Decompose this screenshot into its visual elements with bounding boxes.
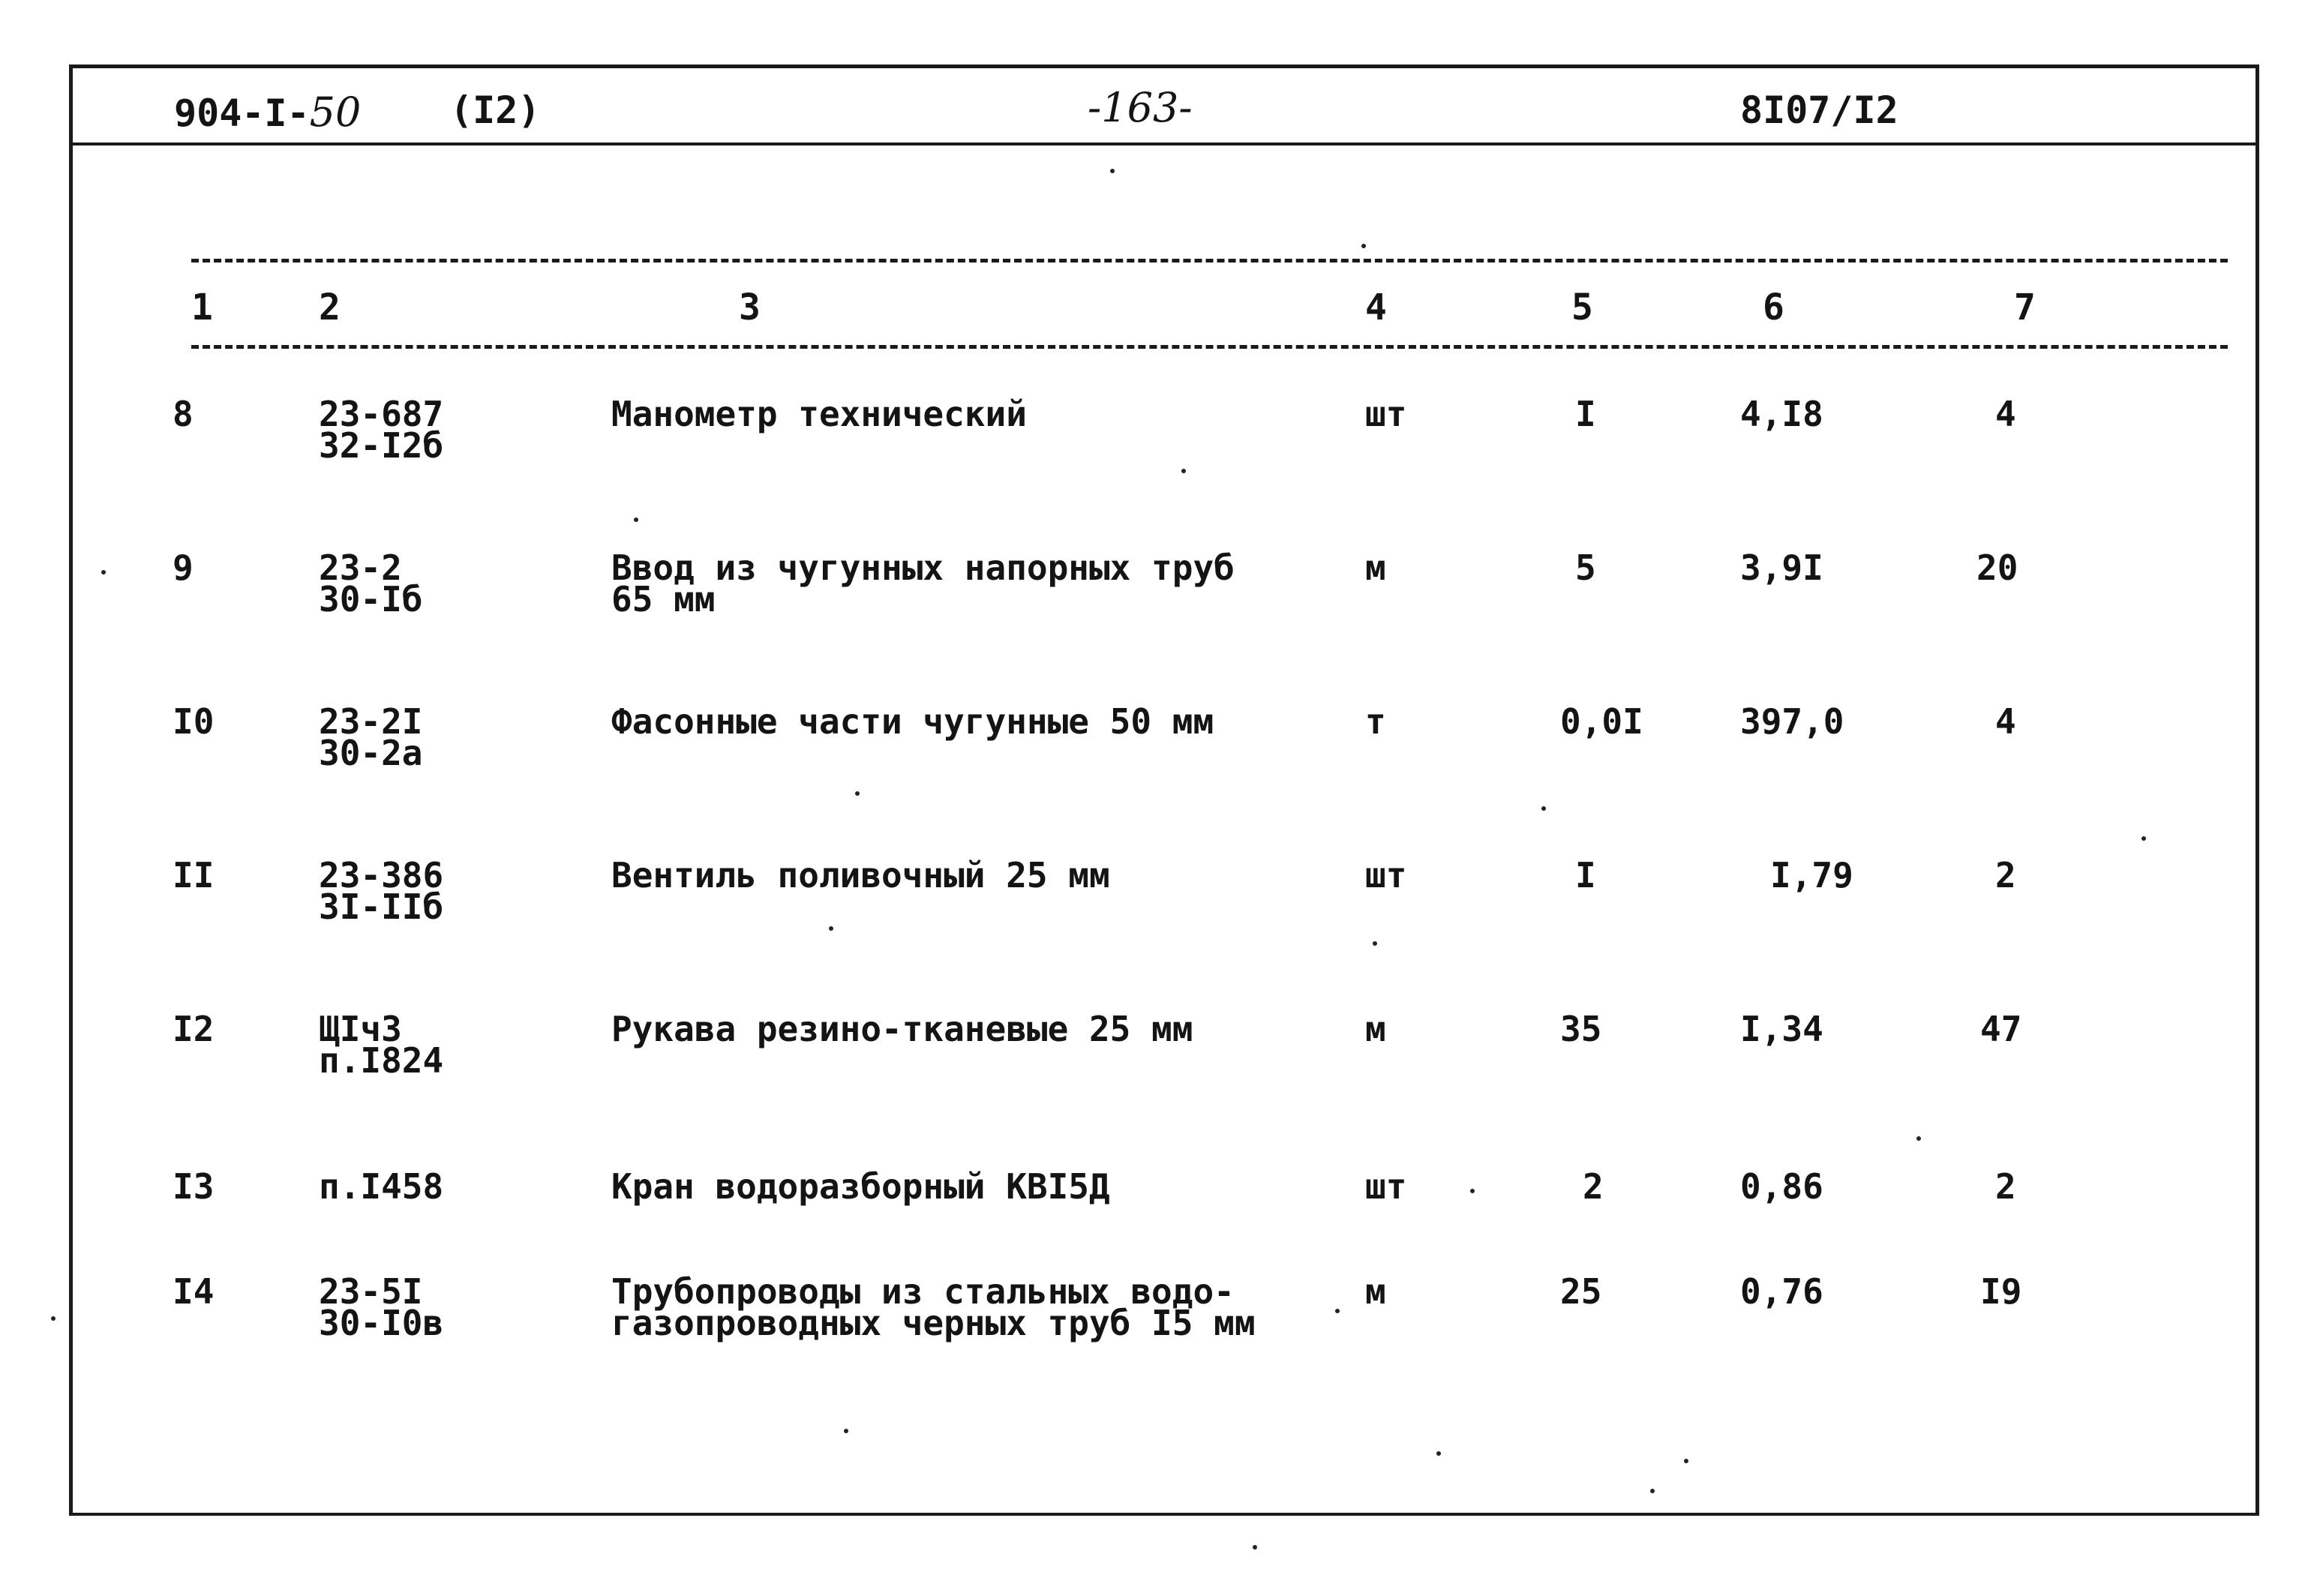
code-line-2: 30-I0в	[319, 1303, 444, 1343]
scan-speck	[1335, 1309, 1340, 1313]
column-header-1: 1	[191, 286, 213, 328]
scan-speck	[1373, 941, 1377, 946]
total: 4	[1995, 701, 2016, 742]
row-number: II	[173, 855, 215, 896]
code-line-2: 3I-IIб	[319, 886, 444, 927]
total: I9	[1980, 1271, 2022, 1312]
unit: шт	[1365, 394, 1407, 434]
total: 2	[1995, 855, 2016, 896]
item-name-line-1: Трубопроводы из стальных водо-	[611, 1271, 1235, 1312]
row-number: I0	[173, 701, 215, 742]
quantity: 5	[1575, 548, 1596, 588]
column-header-2: 2	[319, 286, 341, 328]
scan-speck	[1436, 1451, 1441, 1456]
unit-price: 0,86	[1740, 1166, 1823, 1207]
scan-speck	[2141, 836, 2146, 841]
total: 20	[1976, 548, 2018, 588]
column-header-4: 4	[1365, 286, 1387, 328]
document-handwritten-number: 50	[309, 88, 362, 136]
scan-speck	[634, 518, 638, 522]
quantity: 2	[1583, 1166, 1604, 1207]
quantity: 35	[1560, 1009, 1602, 1049]
scan-speck	[1684, 1459, 1688, 1463]
scan-speck	[1361, 244, 1366, 248]
quantity: 25	[1560, 1271, 1602, 1312]
unit: м	[1365, 1009, 1386, 1049]
quantity: I	[1575, 855, 1596, 896]
code-line-1: 23-2	[319, 548, 402, 588]
row-number: I4	[173, 1271, 215, 1312]
table-header-dashed-rule	[191, 345, 2228, 349]
scan-speck	[1470, 1189, 1475, 1193]
item-name-line-1: Манометр технический	[611, 394, 1027, 434]
code-line-1: 23-386	[319, 855, 444, 896]
unit: м	[1365, 548, 1386, 588]
total: 47	[1980, 1009, 2022, 1049]
total: 4	[1995, 394, 2016, 434]
item-name-line-1: Вентиль поливочный 25 мм	[611, 855, 1110, 896]
scan-speck	[1916, 1136, 1921, 1141]
scan-speck	[829, 926, 833, 931]
column-header-7: 7	[2014, 286, 2036, 328]
unit-price: 4,I8	[1740, 394, 1823, 434]
column-header-6: 6	[1763, 286, 1784, 328]
document-sheet: (I2)	[450, 88, 541, 132]
item-name-line-2: газопроводных черных труб I5 мм	[611, 1303, 1256, 1343]
scan-speck	[1541, 806, 1546, 811]
scan-speck	[1181, 469, 1186, 473]
code-line-1: 23-2I	[319, 701, 423, 742]
code-line-2: 30-Iб	[319, 579, 423, 620]
unit: м	[1365, 1271, 1386, 1312]
scan-speck	[51, 1316, 56, 1321]
unit: шт	[1365, 855, 1407, 896]
unit-price: 0,76	[1740, 1271, 1823, 1312]
table-top-dashed-rule	[191, 259, 2228, 262]
row-number: 9	[173, 548, 194, 588]
code-line-1: ЩIч3	[319, 1009, 402, 1049]
scan-speck	[1650, 1489, 1655, 1493]
item-name-line-1: Рукава резино-тканевые 25 мм	[611, 1009, 1193, 1049]
unit-price: 3,9I	[1740, 548, 1823, 588]
row-number: I3	[173, 1166, 215, 1207]
item-name-line-1: Фасонные части чугунные 50 мм	[611, 701, 1214, 742]
quantity: 0,0I	[1560, 701, 1643, 742]
code-line-1: п.I458	[319, 1166, 444, 1207]
column-header-3: 3	[739, 286, 761, 328]
code-line-2: п.I824	[319, 1040, 444, 1081]
code-line-2: 32-I2б	[319, 425, 444, 466]
unit: шт	[1365, 1166, 1407, 1207]
document-prefix: 904-I-	[174, 92, 310, 135]
scan-speck	[101, 570, 106, 574]
total: 2	[1995, 1166, 2016, 1207]
row-number: I2	[173, 1009, 215, 1049]
item-name-line-2: 65 мм	[611, 579, 716, 620]
scan-speck	[855, 791, 860, 796]
document-number	[174, 88, 361, 136]
scan-speck	[1110, 169, 1115, 173]
column-header-5: 5	[1571, 286, 1593, 328]
page-number: -163-	[1088, 84, 1193, 131]
unit-price: 397,0	[1740, 701, 1844, 742]
row-number: 8	[173, 394, 194, 434]
scan-speck	[844, 1429, 848, 1433]
unit-price: I,34	[1740, 1009, 1823, 1049]
quantity: I	[1575, 394, 1596, 434]
code-line-2: 30-2а	[319, 733, 423, 773]
unit: т	[1365, 701, 1386, 742]
item-name-line-1: Кран водоразборный КВI5Д	[611, 1166, 1110, 1207]
code-line-1: 23-5I	[319, 1271, 423, 1312]
scan-speck	[1253, 1545, 1257, 1550]
document-code: 8I07/I2	[1740, 88, 1898, 132]
code-line-1: 23-687	[319, 394, 444, 434]
item-name-line-1: Ввод из чугунных напорных труб	[611, 548, 1235, 588]
header-divider	[69, 142, 2259, 146]
unit-price: I,79	[1770, 855, 1853, 896]
